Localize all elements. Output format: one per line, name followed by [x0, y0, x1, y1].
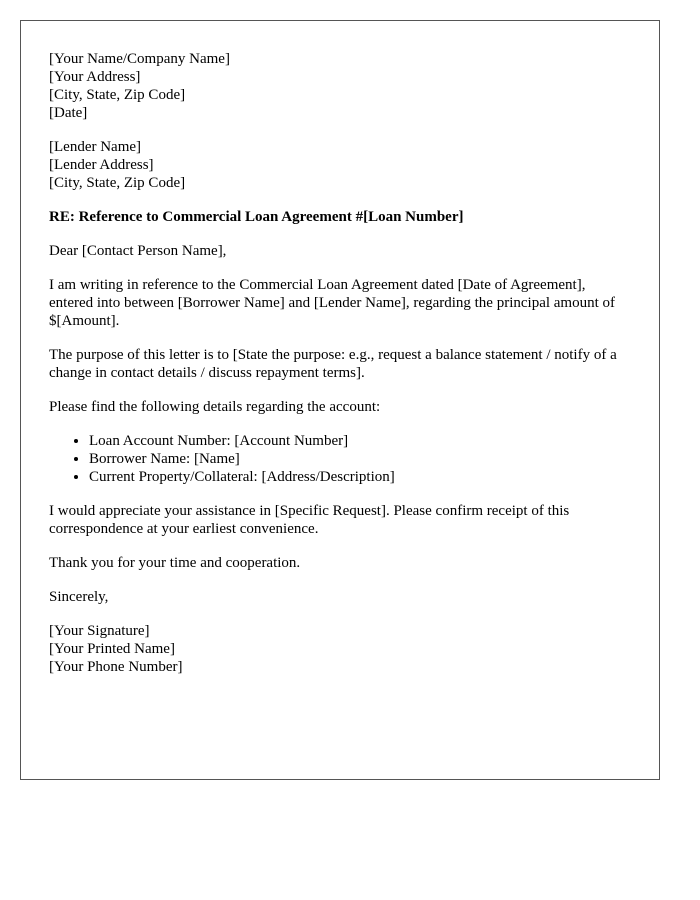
- letter-page: [20, 20, 660, 780]
- list-item: • Borrower Name: [Name]: [89, 450, 631, 468]
- printed-name: [Your Printed Name]: [49, 641, 175, 657]
- body-paragraph-thanks: Thank you for your time and cooperation.: [49, 555, 301, 571]
- list-item: • Loan Account Number: [Account Number]: [89, 432, 631, 450]
- recipient-address: [Lender Address]: [49, 157, 154, 173]
- sender-block: [49, 50, 631, 122]
- letter-date: [Date]: [49, 105, 88, 121]
- sender-city-state-zip: [City, State, Zip Code]: [49, 87, 186, 103]
- signature-line: [Your Signature]: [49, 623, 150, 639]
- list-item: • Current Property/Collateral: [Address/Description]: [89, 468, 631, 486]
- body-paragraph-reference: I am writing in reference to the Commercial Loan Agreement dated [Date of Agreement], entered into between [Borrower Name] and [Lender Name], regarding the principal amount of $[Amount].: [49, 277, 616, 329]
- subject-line: RE: Reference to Commercial Loan Agreement #[Loan Number]: [49, 209, 464, 225]
- sender-name: [Your Name/Company Name]: [49, 51, 230, 67]
- recipient-block: [49, 138, 631, 192]
- body-paragraph-request: I would appreciate your assistance in [Specific Request]. Please confirm receipt of this correspondence at your earliest convenience.: [49, 503, 570, 537]
- recipient-city-state-zip: [City, State, Zip Code]: [49, 175, 186, 191]
- signature-block: [49, 622, 631, 676]
- body-paragraph-details-intro: Please find the following details regarding the account:: [49, 399, 381, 415]
- sign-off: Sincerely,: [49, 589, 109, 605]
- recipient-name: [Lender Name]: [49, 139, 142, 155]
- body-paragraph-purpose: The purpose of this letter is to [State the purpose: e.g., request a balance statement / notify of a change in contact details / discuss repayment terms].: [49, 347, 617, 381]
- account-details-list: [49, 432, 631, 486]
- phone-number: [Your Phone Number]: [49, 659, 183, 675]
- salutation: Dear [Contact Person Name],: [49, 243, 227, 259]
- sender-address: [Your Address]: [49, 69, 141, 85]
